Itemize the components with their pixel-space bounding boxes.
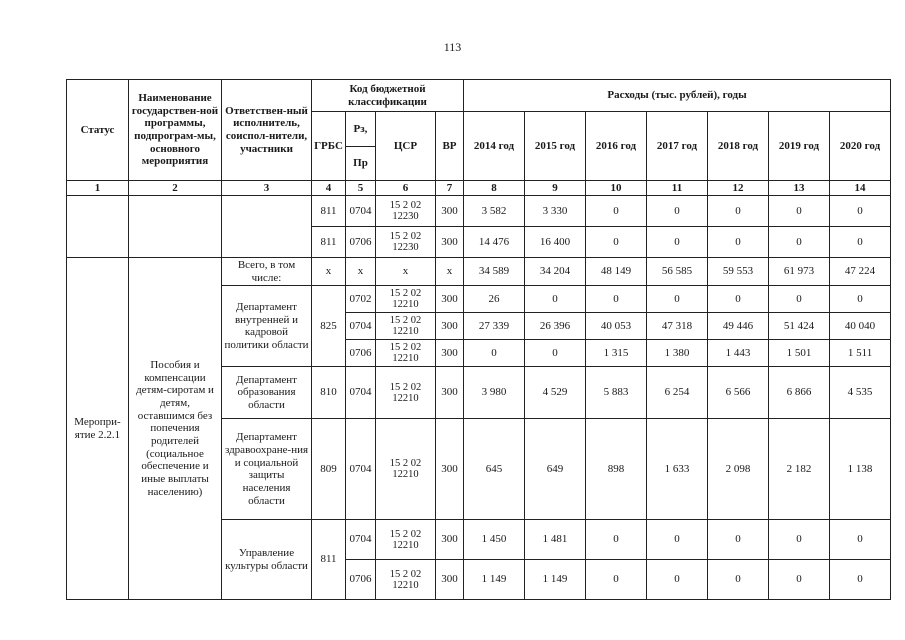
table-row-total <box>67 258 891 286</box>
vr-cell: 300 <box>436 286 464 313</box>
header-expenses: Расходы (тыс. рублей), годы <box>464 80 891 112</box>
total-label: Всего, в том числе: <box>222 258 312 286</box>
header-status: Статус <box>67 80 129 181</box>
rzpr-cell: 0704 <box>346 313 376 340</box>
rzpr-cell: x <box>346 258 376 286</box>
responsible-name: Департамент внутренней и кадровой политики области <box>222 286 312 367</box>
column-number: 5 <box>346 181 376 196</box>
csr-cell: 15 2 02 12230 <box>376 196 436 227</box>
expense-value: 0 <box>464 340 525 367</box>
rzpr-cell: 0706 <box>346 340 376 367</box>
expense-value: 1 443 <box>708 340 769 367</box>
responsible-name: Департамент образования области <box>222 367 312 419</box>
expense-value: 26 396 <box>525 313 586 340</box>
rzpr-cell: 0704 <box>346 367 376 419</box>
expense-value: 0 <box>647 286 708 313</box>
expense-value: 61 973 <box>769 258 830 286</box>
csr-cell: 15 2 02 12210 <box>376 286 436 313</box>
column-number: 2 <box>129 181 222 196</box>
header-year: 2016 год <box>586 112 647 181</box>
table-body <box>67 80 891 600</box>
csr-cell: 15 2 02 12210 <box>376 520 436 560</box>
expense-value: 47 318 <box>647 313 708 340</box>
vr-cell: x <box>436 258 464 286</box>
name-cell <box>129 196 222 258</box>
csr-cell: 15 2 02 12230 <box>376 227 436 258</box>
budget-table <box>66 79 891 600</box>
header-year: 2019 год <box>769 112 830 181</box>
expense-value: 0 <box>647 227 708 258</box>
column-number: 10 <box>586 181 647 196</box>
expense-value: 0 <box>830 520 891 560</box>
grbs-cell: x <box>312 258 346 286</box>
expense-value: 0 <box>830 196 891 227</box>
page-number: 113 <box>443 40 462 54</box>
expense-value: 56 585 <box>647 258 708 286</box>
expense-value: 1 511 <box>830 340 891 367</box>
responsible-cell <box>222 196 312 258</box>
responsible-name: Департамент здравоохране-ния и социальной защиты населения области <box>222 419 312 520</box>
vr-cell: 300 <box>436 340 464 367</box>
expense-value: 51 424 <box>769 313 830 340</box>
expense-value: 0 <box>769 227 830 258</box>
expense-value: 1 380 <box>647 340 708 367</box>
vr-cell: 300 <box>436 560 464 600</box>
expense-value: 40 053 <box>586 313 647 340</box>
column-number: 9 <box>525 181 586 196</box>
expense-value: 1 481 <box>525 520 586 560</box>
header-row-1 <box>67 80 891 112</box>
expense-value: 0 <box>525 286 586 313</box>
status-cell <box>67 196 129 258</box>
expense-value: 0 <box>708 560 769 600</box>
expense-value: 0 <box>647 560 708 600</box>
expense-value: 0 <box>830 286 891 313</box>
rzpr-cell: 0706 <box>346 560 376 600</box>
column-number: 13 <box>769 181 830 196</box>
expense-value: 14 476 <box>464 227 525 258</box>
column-number: 11 <box>647 181 708 196</box>
expense-value: 0 <box>830 227 891 258</box>
expense-value: 1 149 <box>464 560 525 600</box>
expense-value: 4 535 <box>830 367 891 419</box>
expense-value: 2 098 <box>708 419 769 520</box>
header-csr: ЦСР <box>376 112 436 181</box>
responsible-name: Управление культуры области <box>222 520 312 600</box>
header-name: Наименование государствен-ной программы, подпрограм-мы, основного мероприятия <box>129 80 222 181</box>
vr-cell: 300 <box>436 419 464 520</box>
header-year: 2015 год <box>525 112 586 181</box>
header-year: 2014 год <box>464 112 525 181</box>
expense-value: 26 <box>464 286 525 313</box>
grbs-cell: 809 <box>312 419 346 520</box>
vr-cell: 300 <box>436 227 464 258</box>
column-number: 7 <box>436 181 464 196</box>
vr-cell: 300 <box>436 367 464 419</box>
grbs-cell: 811 <box>312 227 346 258</box>
expense-value: 1 138 <box>830 419 891 520</box>
expense-value: 649 <box>525 419 586 520</box>
expense-value: 3 980 <box>464 367 525 419</box>
expense-value: 47 224 <box>830 258 891 286</box>
column-number: 14 <box>830 181 891 196</box>
rzpr-cell: 0704 <box>346 419 376 520</box>
rzpr-cell: 0702 <box>346 286 376 313</box>
expense-value: 40 040 <box>830 313 891 340</box>
expense-value: 0 <box>586 560 647 600</box>
measure-name: Пособия и компенсации детям-сиротам и детям, оставшимся без попечения родителей (социальное обеспечение и иные выплаты населению) <box>129 258 222 600</box>
header-pr: Пр <box>346 147 376 181</box>
expense-value: 1 633 <box>647 419 708 520</box>
column-number: 6 <box>376 181 436 196</box>
expense-value: 4 529 <box>525 367 586 419</box>
csr-cell: 15 2 02 12210 <box>376 560 436 600</box>
rzpr-cell: 0706 <box>346 227 376 258</box>
expense-value: 0 <box>708 196 769 227</box>
expense-value: 0 <box>769 560 830 600</box>
expense-value: 0 <box>586 520 647 560</box>
expense-value: 6 866 <box>769 367 830 419</box>
expense-value: 1 315 <box>586 340 647 367</box>
column-number: 1 <box>67 181 129 196</box>
csr-cell: 15 2 02 12210 <box>376 340 436 367</box>
expense-value: 27 339 <box>464 313 525 340</box>
expense-value: 0 <box>586 227 647 258</box>
rzpr-cell: 0704 <box>346 520 376 560</box>
expense-value: 645 <box>464 419 525 520</box>
column-number: 4 <box>312 181 346 196</box>
csr-cell: 15 2 02 12210 <box>376 419 436 520</box>
header-rz: Рз, <box>346 112 376 147</box>
expense-value: 34 589 <box>464 258 525 286</box>
expense-value: 5 883 <box>586 367 647 419</box>
expense-value: 16 400 <box>525 227 586 258</box>
column-number: 8 <box>464 181 525 196</box>
expense-value: 0 <box>647 196 708 227</box>
header-vr: ВР <box>436 112 464 181</box>
expense-value: 0 <box>830 560 891 600</box>
expense-value: 0 <box>647 520 708 560</box>
expense-value: 0 <box>708 520 769 560</box>
expense-value: 0 <box>708 227 769 258</box>
rzpr-cell: 0704 <box>346 196 376 227</box>
expense-value: 0 <box>586 286 647 313</box>
measure-status: Меропри-ятие 2.2.1 <box>67 258 129 600</box>
header-responsible: Ответствен-ный исполнитель, соиспол-нители, участники <box>222 80 312 181</box>
expense-value: 0 <box>769 520 830 560</box>
expense-value: 1 149 <box>525 560 586 600</box>
expense-value: 34 204 <box>525 258 586 286</box>
column-number: 3 <box>222 181 312 196</box>
table-row <box>67 196 891 227</box>
expense-value: 3 330 <box>525 196 586 227</box>
expense-value: 0 <box>769 196 830 227</box>
expense-value: 6 254 <box>647 367 708 419</box>
expense-value: 3 582 <box>464 196 525 227</box>
header-year: 2017 год <box>647 112 708 181</box>
header-grbs: ГРБС <box>312 112 346 181</box>
expense-value: 0 <box>708 286 769 313</box>
expense-value: 49 446 <box>708 313 769 340</box>
csr-cell: 15 2 02 12210 <box>376 367 436 419</box>
header-year: 2018 год <box>708 112 769 181</box>
expense-value: 898 <box>586 419 647 520</box>
csr-cell: 15 2 02 12210 <box>376 313 436 340</box>
expense-value: 6 566 <box>708 367 769 419</box>
header-budget-code: Код бюджетной классификации <box>312 80 464 112</box>
expense-value: 48 149 <box>586 258 647 286</box>
vr-cell: 300 <box>436 313 464 340</box>
grbs-cell: 811 <box>312 196 346 227</box>
grbs-cell: 810 <box>312 367 346 419</box>
expense-value: 2 182 <box>769 419 830 520</box>
column-number-row <box>67 181 891 196</box>
vr-cell: 300 <box>436 196 464 227</box>
expense-value: 59 553 <box>708 258 769 286</box>
vr-cell: 300 <box>436 520 464 560</box>
column-number: 12 <box>708 181 769 196</box>
expense-value: 0 <box>769 286 830 313</box>
csr-cell: x <box>376 258 436 286</box>
header-year: 2020 год <box>830 112 891 181</box>
grbs-cell: 825 <box>312 286 346 367</box>
expense-value: 0 <box>586 196 647 227</box>
expense-value: 1 450 <box>464 520 525 560</box>
expense-value: 0 <box>525 340 586 367</box>
grbs-cell: 811 <box>312 520 346 600</box>
expense-value: 1 501 <box>769 340 830 367</box>
